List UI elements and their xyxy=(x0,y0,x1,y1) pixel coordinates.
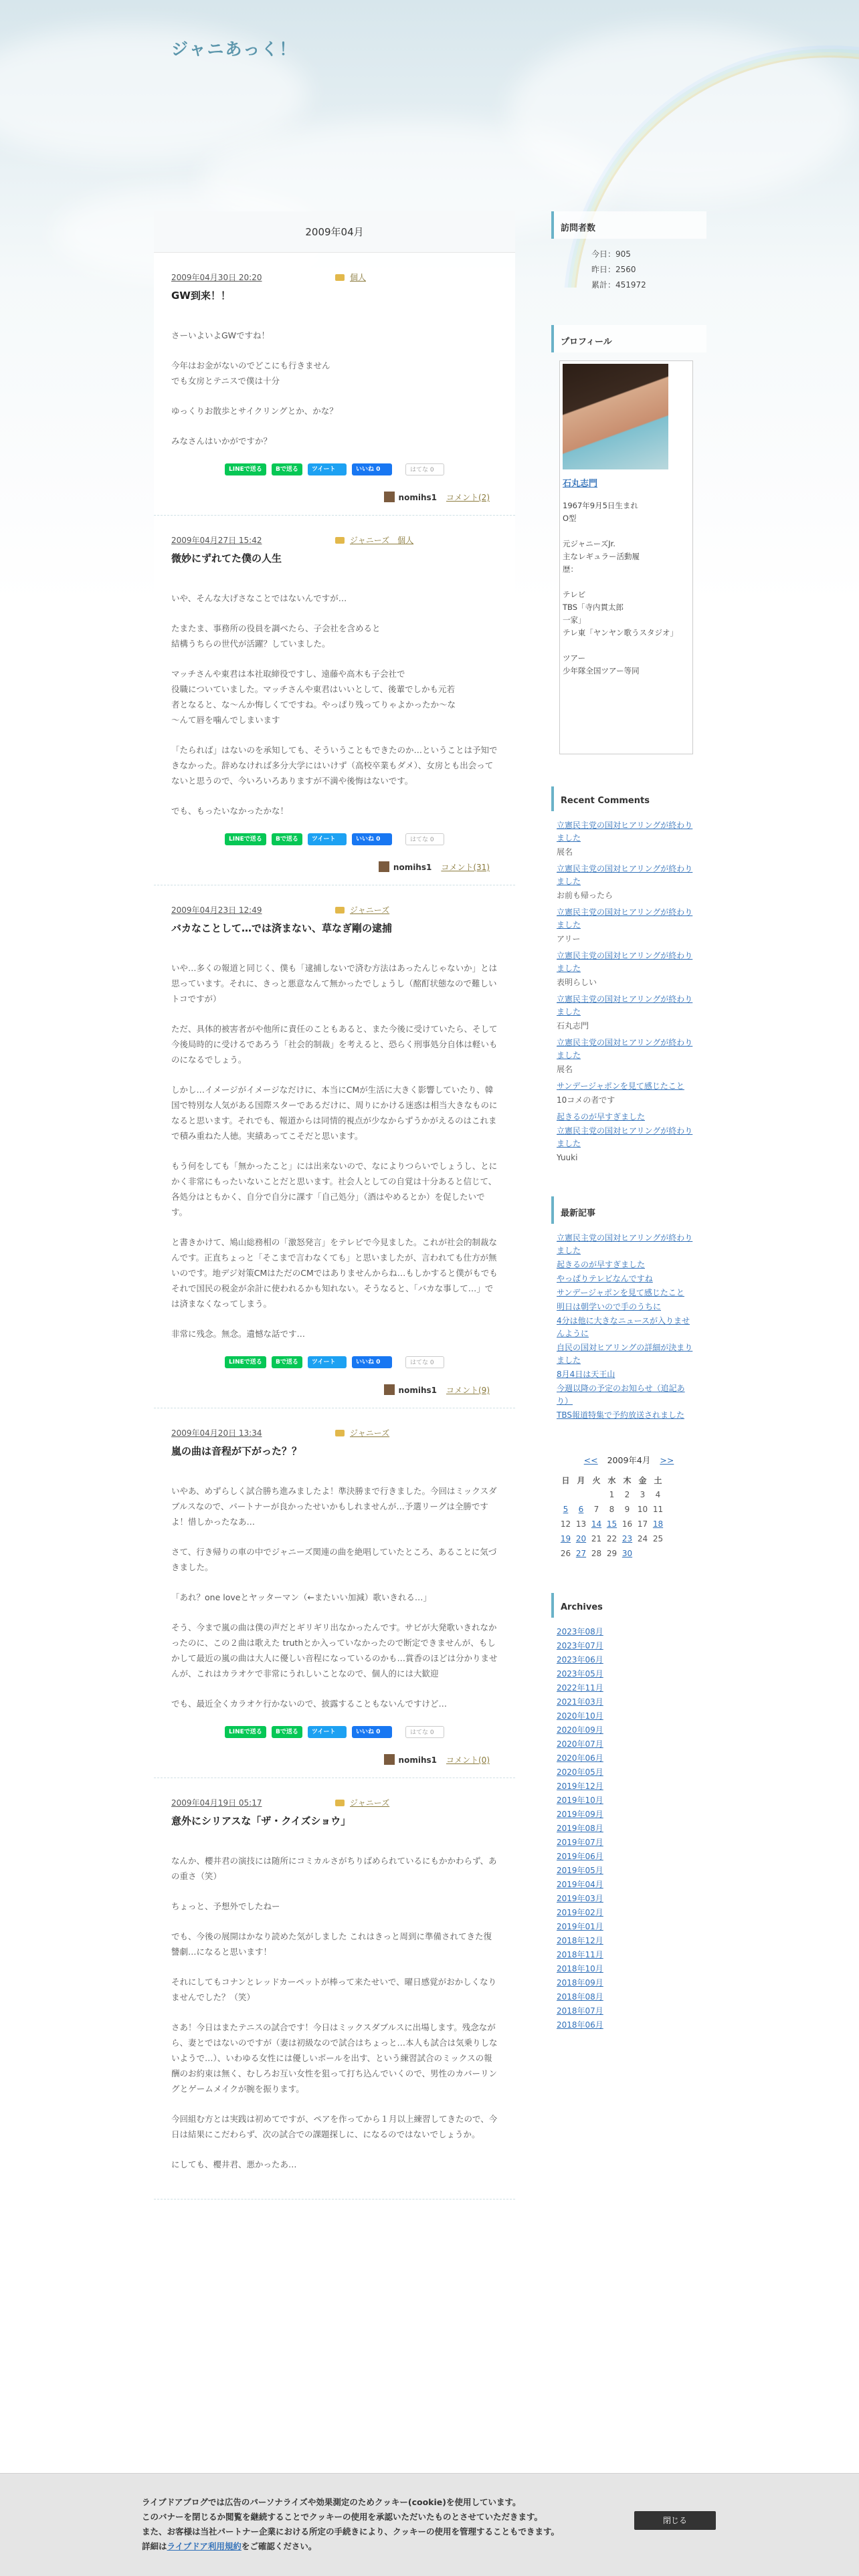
recent-comments-list xyxy=(551,819,706,1164)
post-paragraph: さあ！今日はまたテニスの試合です！今日はミックスダブルスに出場します。残念ながら、妻とではないのですが（妻は初級なので試合はちょっと…本人も試合は気乗りしないようで…）、いわゆる女性には優しいボールを出す、という練習試合のミックスの報酬のお約束は無く、むしろお互い女性を狙って打ち込んでいくので、男性のカバーリングとゲームメイクが腕を振ります。 xyxy=(171,2022,498,2094)
post-paragraph: しかし…イメージがイメージなだけに、本当にCMが生活に大きく影響していたり、韓国で特別な人気がある国際スターであるだけに、周りにかける迷惑は相当大きなものになると思います。それでも、報道からは同情的視点が少なからずうかがえるのはこれまで積み重ねた人徳。実績あってこそだと思います。 xyxy=(171,1085,498,1141)
archive-link[interactable]: 2019年10月 xyxy=(557,1796,603,1805)
category-link[interactable]: ジャニーズ 個人 xyxy=(350,536,414,545)
calendar-day[interactable]: 23 xyxy=(622,1534,633,1543)
post-paragraph: にしても、櫻井君、悪かったあ… xyxy=(171,2159,297,2169)
post-paragraph: 今年はお金がないのでどこにも行きません でも女房とテニスで僕は十分 xyxy=(171,360,330,386)
calendar-weekday: 火 xyxy=(592,1475,601,1485)
profile-text: 1967年9月5日生まれ O型 元ジャニーズJr. 主なレギュラー活動履 歴： テレビ TBS「寺内貫太郎 一家」 テレ東「ヤンヤン歌うスタジオ」 ツアー 少年隊全国ツアー等同 xyxy=(563,501,678,675)
line-share-button[interactable]: LINEで送る xyxy=(225,833,266,845)
cookie-line: 詳細は xyxy=(142,2541,167,2551)
blog-post xyxy=(154,516,515,885)
recent-comment-link[interactable]: 立憲民主党の国対ヒアリングが終わりました xyxy=(557,951,693,973)
post-body xyxy=(171,1483,498,1711)
line-share-button[interactable]: LINEで送る xyxy=(225,463,266,475)
calendar-weekday: 金 xyxy=(638,1475,647,1485)
calendar-day: 13 xyxy=(575,1519,587,1529)
post-title[interactable]: GW到来！！ xyxy=(171,290,231,302)
folder-icon xyxy=(335,907,345,914)
sidebar xyxy=(551,211,706,2064)
archive-link[interactable]: 2019年05月 xyxy=(557,1866,603,1875)
category-link[interactable]: ジャニーズ xyxy=(350,1798,390,1808)
post-paragraph: たまたま、事務所の役員を調べたら、子会社を含めると 結構うちらの世代が活躍？していました。 xyxy=(171,623,381,649)
post-title[interactable]: 意外にシリアスな「ザ・クイズショウ」 xyxy=(171,1815,351,1827)
folder-icon xyxy=(335,537,345,544)
calendar-day: 9 xyxy=(624,1505,630,1514)
calendar-day[interactable]: 18 xyxy=(652,1519,664,1529)
recent-post-link[interactable]: 起きるのが早すぎました xyxy=(557,1260,646,1269)
archive-link[interactable]: 2019年09月 xyxy=(557,1810,603,1819)
hatena-bookmark-button[interactable]: はてな 0 xyxy=(405,1356,444,1368)
post-paragraph: 非常に残念。無念。遺憾な話です… xyxy=(171,1329,306,1339)
post-category xyxy=(335,904,389,916)
recent-post-link[interactable]: 4分は他に大きなニュースが入りませんように xyxy=(557,1316,690,1338)
post-date[interactable]: 2009年04月20日 13:34 xyxy=(171,1428,262,1438)
category-link[interactable]: ジャニーズ xyxy=(350,1428,390,1438)
line-share-button[interactable]: LINEで送る xyxy=(225,1356,266,1368)
blog-post xyxy=(154,885,515,1408)
post-date[interactable]: 2009年04月30日 20:20 xyxy=(171,273,262,282)
archive-link[interactable]: 2018年06月 xyxy=(557,2020,603,2030)
post-paragraph: そう、今まで嵐の曲は僕の声だとギリギリ出なかったんです。サビが大発歌いきれなかったのに、この２曲は歌えた truthとか入っていなかったので断定できませんが、もしかして最近の嵐の曲は大人に優しい音程になっているのかも…賞香のほどは分かりませんが、これはカラオケで非常にうれしいことなので、個人的には大歓迎 xyxy=(171,1622,498,1679)
calendar-day: 26 xyxy=(560,1549,571,1558)
post-title[interactable]: 嵐の曲は音程が下がった？？ xyxy=(171,1445,302,1457)
calendar-day: 2 xyxy=(624,1490,630,1499)
calendar-day xyxy=(589,1487,604,1502)
total-count: 累計：451972 xyxy=(591,280,646,290)
archive-link[interactable]: 2020年06月 xyxy=(557,1753,603,1763)
post-title[interactable]: 微妙にずれてた僕の人生 xyxy=(171,552,282,564)
archives-list xyxy=(551,1626,706,2032)
widget-title: Recent Comments xyxy=(551,786,706,811)
calendar-day: 7 xyxy=(593,1505,599,1514)
calendar-day[interactable]: 20 xyxy=(575,1534,587,1543)
recent-post-link[interactable]: TBS報道特集で予約放送されました xyxy=(557,1410,684,1420)
cookie-line: また、お客様は当社パートナー企業における所定の手続きにより、クッキーの使用を管理することもできます。 xyxy=(142,2527,560,2537)
calendar-next-link[interactable]: >> xyxy=(660,1455,674,1465)
post-paragraph: もう何をしても「無かったこと」には出来ないので、なによりつらいでしょうし、とにかく非常にもったいないことだと思います。社会人としての自覚は十分あると信じて、各処分はともかく、自分で自分に課す「自己処分」（酒はやめるとか）を促したいです。 xyxy=(171,1161,498,1217)
widget-title: 訪問者数 xyxy=(551,211,706,239)
post-paragraph: いや、そんな大げさなことではないんですが… xyxy=(171,593,347,603)
post-date[interactable]: 2009年04月19日 05:17 xyxy=(171,1798,262,1808)
post-meta xyxy=(171,904,498,916)
author-avatar xyxy=(384,492,395,502)
recent-comment-link[interactable]: 立憲民主党の国対ヒアリングが終わりました xyxy=(557,864,693,886)
profile-widget xyxy=(551,325,706,754)
archive-link[interactable]: 2019年02月 xyxy=(557,1908,603,1917)
recent-comment-link[interactable]: 立憲民主党の国対ヒアリングが終わりました xyxy=(557,994,693,1016)
calendar-weekday-row xyxy=(558,1473,666,1487)
archive-link[interactable]: 2018年10月 xyxy=(557,1964,603,1973)
calendar-day: 25 xyxy=(652,1534,664,1543)
calendar-weekday: 木 xyxy=(623,1475,632,1485)
access-counter-widget xyxy=(551,211,706,293)
post-author[interactable]: nomihs1 xyxy=(393,863,432,872)
calendar-day: 28 xyxy=(591,1549,602,1558)
widget-title: プロフィール xyxy=(551,325,706,352)
cookie-close-button[interactable]: 閉じる xyxy=(634,2511,716,2530)
archive-link[interactable]: 2018年09月 xyxy=(557,1978,603,1988)
post-category xyxy=(335,1797,389,1808)
hatena-share-button[interactable]: Bで送る xyxy=(272,1356,302,1368)
blog-post xyxy=(154,1778,515,2199)
post-meta xyxy=(171,1427,498,1438)
recent-comment-link[interactable]: 立憲民主党の国対ヒアリングが終わりました xyxy=(557,1126,693,1148)
recent-post-link[interactable]: 立憲民主党の国対ヒアリングが終わりました xyxy=(557,1233,693,1255)
folder-icon xyxy=(335,1800,345,1806)
terms-link[interactable]: ライブドア利用規約 xyxy=(167,2541,242,2551)
calendar-table xyxy=(558,1473,666,1561)
recent-comment-author: 10コメの者です xyxy=(557,1095,615,1105)
hatena-bookmark-button[interactable]: はてな 0 xyxy=(405,833,444,845)
blog-title[interactable]: ジャニあっく！ xyxy=(171,39,298,59)
post-paragraph: マッチさんや東君は本社取締役ですし、遠藤や高木も子会社で 役職についていました。マッチさんや東君はいいとして、後輩でしかも元若 者となると、な〜んか悔しくてですね。やっぱり残ってりゃよかったか〜な 〜んて唇を噛んでしまいます xyxy=(171,669,456,725)
recent-posts-list xyxy=(551,1232,706,1422)
post-paragraph: 「たられば」はないのを承知しても、そういうこともできたのか…ということは予知できなかった。辞めなければ多分大学にはいけず（高校卒業もダメ）、女房とも出会ってないと思うので、今いろいろありますが不満や後悔はないです。 xyxy=(171,745,498,786)
post-meta xyxy=(171,272,498,283)
calendar-day: 10 xyxy=(637,1505,648,1514)
post-body xyxy=(171,328,498,449)
post-category xyxy=(335,534,413,546)
calendar-week-row xyxy=(558,1517,666,1531)
author-avatar xyxy=(384,1754,395,1765)
archive-link[interactable]: 2018年07月 xyxy=(557,2006,603,2016)
calendar-month-label: 2009年4月 xyxy=(607,1455,651,1465)
archive-link[interactable]: 2019年08月 xyxy=(557,1824,603,1833)
author-avatar xyxy=(379,861,389,872)
recent-posts-widget xyxy=(551,1196,706,1422)
recent-comment-link[interactable]: 立憲民主党の国対ヒアリングが終わりました xyxy=(557,821,693,843)
recent-comment-link[interactable]: 立憲民主党の国対ヒアリングが終わりました xyxy=(557,1038,693,1060)
calendar-day: 1 xyxy=(609,1490,615,1499)
calendar-day xyxy=(635,1546,650,1561)
share-buttons xyxy=(171,463,498,475)
calendar-widget xyxy=(551,1454,706,1561)
hatena-share-button[interactable]: Bで送る xyxy=(272,833,302,845)
post-paragraph: でも、今後の展開はかなり読めた気がしました これはきっと周到に準備されてきた復讐劇…になると思います！ xyxy=(171,1931,492,1957)
post-title[interactable]: バカなことして…では済まない、草なぎ剛の逮捕 xyxy=(171,922,393,934)
category-link[interactable]: 個人 xyxy=(350,273,367,282)
facebook-like-button[interactable]: いいね 0 xyxy=(352,463,392,475)
calendar-day: 24 xyxy=(637,1534,648,1543)
post-paragraph: なんか、櫻井君の演技には随所にコミカルさがちりばめられているにもかかわらず、あの重さ（笑） xyxy=(171,1856,497,1881)
post-footer xyxy=(171,861,498,873)
tweet-button[interactable]: ツイート xyxy=(308,1726,347,1738)
calendar-day[interactable]: 15 xyxy=(606,1519,617,1529)
post-footer xyxy=(171,1754,498,1765)
archive-link[interactable]: 2021年03月 xyxy=(557,1697,603,1707)
today-count: 今日：905 xyxy=(591,249,631,259)
post-paragraph: いやあ、めずらしく試合勝ち進みましたよ！準決勝まで行きました。今回はミックスダブルスなので、パートナーが良かったせいかもしれませんが…予選リーグは全勝ですよ！惜しかったなあ… xyxy=(171,1486,497,1527)
post-paragraph: みなさんはいかがですか？ xyxy=(171,436,272,446)
archive-link[interactable]: 2023年05月 xyxy=(557,1669,603,1679)
calendar-day[interactable]: 5 xyxy=(563,1505,569,1514)
recent-comment-author: 表明らしい xyxy=(557,978,597,987)
blog-post xyxy=(154,1408,515,1778)
recent-comment-link[interactable]: 立憲民主党の国対ヒアリングが終わりました xyxy=(557,907,693,930)
tweet-button[interactable]: ツイート xyxy=(308,833,347,845)
tweet-button[interactable]: ツイート xyxy=(308,1356,347,1368)
folder-icon xyxy=(335,274,345,281)
recent-comment-author: お前も帰ったら xyxy=(557,891,613,900)
main-column xyxy=(154,211,515,2498)
archive-link[interactable]: 2019年01月 xyxy=(557,1922,603,1931)
recent-post-link[interactable]: 明日は朝学いので手のうちに xyxy=(557,1302,662,1311)
post-paragraph: さーいよいよGWですね！ xyxy=(171,330,270,340)
author-avatar xyxy=(384,1384,395,1395)
calendar-day[interactable]: 27 xyxy=(575,1549,587,1558)
archive-link[interactable]: 2019年04月 xyxy=(557,1880,603,1889)
comments-link[interactable]: コメント(31) xyxy=(441,863,490,872)
post-body xyxy=(171,591,498,819)
calendar-day: 29 xyxy=(606,1549,617,1558)
month-heading: 2009年04月 xyxy=(154,211,515,253)
archive-link[interactable]: 2023年07月 xyxy=(557,1641,603,1650)
post-paragraph: それにしてもコナンとレッドカーペットが棒って来たせいで、曜日感覚がおかしくなりませんでした？（笑） xyxy=(171,1977,497,2002)
facebook-like-button[interactable]: いいね 0 xyxy=(352,1726,392,1738)
calendar-weekday: 水 xyxy=(607,1475,616,1485)
folder-icon xyxy=(335,1430,345,1436)
profile-name[interactable]: 石丸志門 xyxy=(563,479,598,489)
archive-link[interactable]: 2018年08月 xyxy=(557,1992,603,2002)
hatena-share-button[interactable]: Bで送る xyxy=(272,463,302,475)
post-paragraph: でも、最近全くカラオケ行かないので、披露することもないんですけど… xyxy=(171,1699,448,1709)
comments-link[interactable]: コメント(9) xyxy=(446,1386,490,1395)
share-buttons xyxy=(171,833,498,845)
archive-link[interactable]: 2018年12月 xyxy=(557,1936,603,1945)
calendar-day: 3 xyxy=(640,1490,646,1499)
calendar-day[interactable]: 30 xyxy=(622,1549,633,1558)
archive-link[interactable]: 2019年06月 xyxy=(557,1852,603,1861)
post-category xyxy=(335,1427,389,1438)
calendar-day: 8 xyxy=(609,1505,615,1514)
profile-photo xyxy=(563,364,668,469)
cookie-line: ライブドアブログでは広告のパーソナライズや効果測定のためクッキー(cookie)を使用しています。 xyxy=(142,2497,521,2507)
post-category xyxy=(335,272,366,283)
archive-link[interactable]: 2019年12月 xyxy=(557,1782,603,1791)
facebook-like-button[interactable]: いいね 0 xyxy=(352,833,392,845)
post-paragraph: ちょっと、予想外でしたねー xyxy=(171,1901,280,1911)
cookie-banner xyxy=(0,2473,859,2576)
post-body xyxy=(171,1853,498,2172)
post-date[interactable]: 2009年04月23日 12:49 xyxy=(171,905,262,915)
line-share-button[interactable]: LINEで送る xyxy=(225,1726,266,1738)
facebook-like-button[interactable]: いいね 0 xyxy=(352,1356,392,1368)
tweet-button[interactable]: ツイート xyxy=(308,463,347,475)
yesterday-count: 昨日：2560 xyxy=(591,265,636,274)
calendar-day xyxy=(573,1487,589,1502)
archive-link[interactable]: 2023年08月 xyxy=(557,1627,603,1636)
calendar-day: 21 xyxy=(591,1534,602,1543)
recent-post-link[interactable]: やっぱりテレビなんですね xyxy=(557,1274,653,1283)
post-paragraph: ただ、具体的被害者がや他所に責任のこともあると、また今後に受けていたら、そして今後局時的に受けるであろう「社会的制裁」を考えると、恐らく刑事処分自体は軽いものになるでしょう。 xyxy=(171,1024,498,1065)
recent-comment-link[interactable]: サンデージャポンを見て感じたこと xyxy=(557,1081,684,1091)
calendar-week-row xyxy=(558,1531,666,1546)
post-paragraph: いや…多くの報道と同じく、僕も「逮捕しないで済む方法はあったんじゃないか」とは思っています。それに、きっと悪意なんて無かったでしょうし（酩酊状態なので難しいトコですが） xyxy=(171,963,498,1004)
cookie-line: をご確認ください。 xyxy=(241,2541,317,2551)
calendar-day: 17 xyxy=(637,1519,648,1529)
hatena-bookmark-button[interactable]: はてな 0 xyxy=(405,1726,444,1738)
post-paragraph: さて、行き帰りの車の中でジャニーズ関連の曲を絶唱していたところ、あることに気づきました。 xyxy=(171,1547,497,1572)
hatena-share-button[interactable]: Bで送る xyxy=(272,1726,302,1738)
calendar-day[interactable]: 6 xyxy=(578,1505,584,1514)
calendar-day: 16 xyxy=(622,1519,633,1529)
recent-post-link[interactable]: サンデージャポンを見て感じたこと xyxy=(557,1288,684,1297)
calendar-day xyxy=(650,1546,666,1561)
recent-comment-link[interactable]: 起きるのが早すぎました xyxy=(557,1112,646,1121)
cookie-line: このバナーを閉じるか閲覧を継続することでクッキーの使用を承認いただいたものとさせていただきます。 xyxy=(142,2512,543,2522)
recent-comments-widget xyxy=(551,786,706,1164)
archive-link[interactable]: 2019年03月 xyxy=(557,1894,603,1903)
archive-link[interactable]: 2022年11月 xyxy=(557,1683,603,1693)
archive-link[interactable]: 2023年06月 xyxy=(557,1655,603,1665)
calendar-prev-link[interactable]: << xyxy=(583,1455,598,1465)
blog-post xyxy=(154,253,515,516)
post-author[interactable]: nomihs1 xyxy=(398,493,437,502)
post-footer xyxy=(171,492,498,503)
calendar-week-row xyxy=(558,1546,666,1561)
post-author[interactable]: nomihs1 xyxy=(398,1755,437,1765)
post-paragraph: と書きかけて、鳩山総務相の「激怒発言」をテレビで今見ました。これが社会的制裁なんです。正直ちょっと「そこまで言わなくても」と思いましたが、言われても仕方が無いのです。地デジ対策CMはただのCMではありませんからね…もしかすると僕がもでもそれで国民の税金が余計に使われるかも知れない。そうなると、「バカな事して…」では済まなくなってしまう。 xyxy=(171,1237,498,1309)
share-buttons xyxy=(171,1726,498,1738)
archive-link[interactable]: 2020年09月 xyxy=(557,1725,603,1735)
calendar-weekday: 土 xyxy=(654,1475,662,1485)
archive-link[interactable]: 2020年10月 xyxy=(557,1711,603,1721)
post-paragraph: 「あれ？one loveとヤッターマン（←またいい加減）歌いきれる…」 xyxy=(171,1592,432,1602)
calendar-day xyxy=(558,1487,573,1502)
calendar-day[interactable]: 14 xyxy=(591,1519,602,1529)
post-paragraph: ゆっくりお散歩とサイクリングとか、かな？ xyxy=(171,406,338,416)
recent-comment-author: Yuuki xyxy=(557,1153,578,1162)
comments-link[interactable]: コメント(0) xyxy=(446,1755,490,1765)
recent-comment-author: 展名 xyxy=(557,847,573,857)
calendar-day[interactable]: 19 xyxy=(560,1534,571,1543)
post-meta xyxy=(171,534,498,546)
calendar-day: 22 xyxy=(606,1534,617,1543)
calendar-week-row xyxy=(558,1487,666,1502)
hatena-bookmark-button[interactable]: はてな 0 xyxy=(405,463,444,475)
calendar-weekday: 日 xyxy=(561,1475,570,1485)
post-body xyxy=(171,960,498,1341)
calendar-weekday: 月 xyxy=(577,1475,585,1485)
calendar-week-row xyxy=(558,1502,666,1517)
archive-link[interactable]: 2019年07月 xyxy=(557,1838,603,1847)
category-link[interactable]: ジャニーズ xyxy=(350,905,390,915)
post-footer xyxy=(171,1384,498,1396)
recent-comment-author: 石丸志門 xyxy=(557,1021,589,1031)
archive-link[interactable]: 2018年11月 xyxy=(557,1950,603,1959)
calendar-day: 11 xyxy=(652,1505,664,1514)
post-list xyxy=(154,253,515,2199)
recent-post-link[interactable]: 今週以降の予定のお知らせ（追記あり） xyxy=(557,1384,685,1406)
post-meta xyxy=(171,1797,498,1808)
recent-post-link[interactable]: 自民の国対ヒアリングの詳細が決まりました xyxy=(557,1343,693,1365)
post-date[interactable]: 2009年04月27日 15:42 xyxy=(171,536,262,545)
recent-post-link[interactable]: 8月4日は天王山 xyxy=(557,1370,615,1379)
comments-link[interactable]: コメント(2) xyxy=(446,493,490,502)
post-paragraph: でも、もったいなかったかな！ xyxy=(171,806,289,816)
recent-comment-author: アリー xyxy=(557,934,581,944)
archive-link[interactable]: 2020年07月 xyxy=(557,1739,603,1749)
post-paragraph: 今回組む方とは実践は初めてですが、ペアを作ってから１月以上練習してきたので、今日は結果にこだわらず、次の試合での課題探しに、になるのではないでしょうか。 xyxy=(171,2114,498,2139)
calendar-day: 12 xyxy=(560,1519,571,1529)
recent-comment-author: 展名 xyxy=(557,1065,573,1074)
widget-title: 最新記事 xyxy=(551,1196,706,1224)
archive-link[interactable]: 2020年05月 xyxy=(557,1767,603,1777)
calendar-day: 4 xyxy=(655,1490,661,1499)
widget-title: Archives xyxy=(551,1593,706,1618)
archives-widget xyxy=(551,1593,706,2032)
share-buttons xyxy=(171,1356,498,1368)
post-author[interactable]: nomihs1 xyxy=(398,1386,437,1395)
